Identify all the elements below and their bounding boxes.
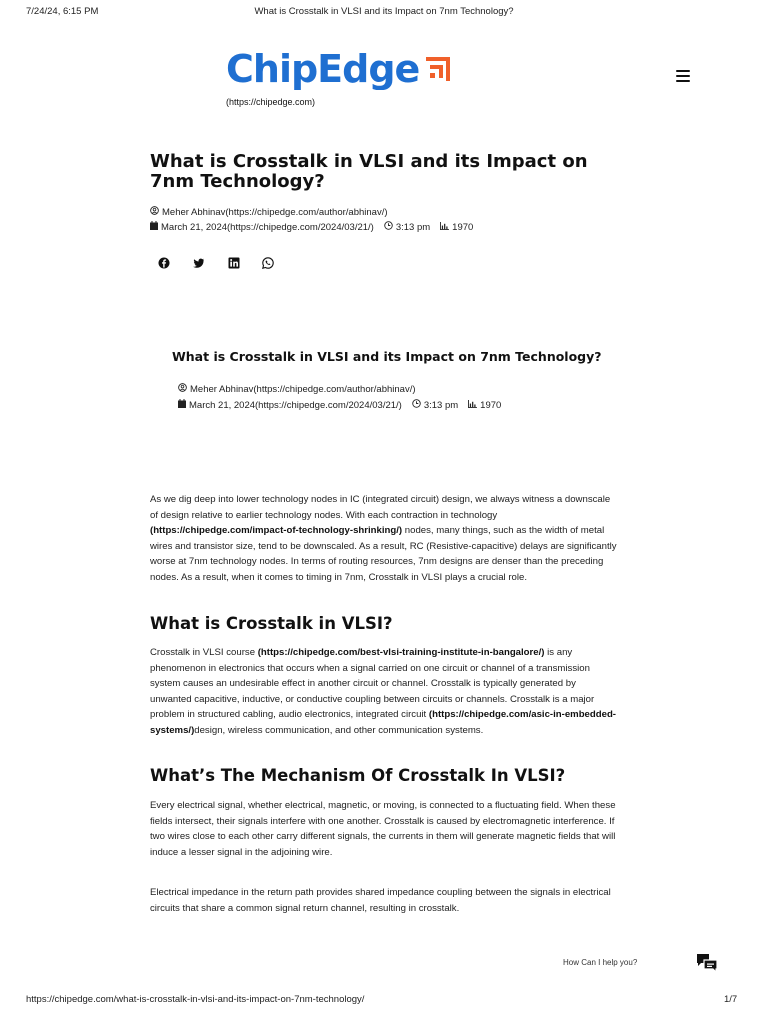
intro-paragraph: [150, 492, 620, 585]
date-link[interactable]: March 21, 2024(https://chipedge.com/2024/03/21/): [189, 400, 402, 411]
vlsi-course-link[interactable]: (https://chipedge.com/best-vlsi-training-institute-in-bangalore/): [257, 647, 545, 658]
intro-text: As we dig deep into lower technology nodes in IC (integrated circuit) design, we always witness a downscale of design relative to earlier technology nodes. With each contraction in technology: [150, 494, 611, 521]
print-title: What is Crosstalk in VLSI and its Impact on 7nm Technology?: [254, 6, 514, 17]
date-link[interactable]: March 21, 2024(https://chipedge.com/2024/03/21/): [161, 222, 374, 233]
section-paragraph: Every electrical signal, whether electrical, magnetic, or moving, is connected to a fluctuating field. When these fields intersect, their signals interfere with one another. Crosstalk is caused by electromagnetic interference. If two wires close to each other carry different signals, the currents in them will generate magnetic fields that will induce a lesser signal in the adjoining wire.: [150, 800, 616, 858]
clock-icon: [412, 399, 421, 411]
section-paragraph: [150, 645, 620, 738]
site-logo[interactable]: [226, 48, 456, 90]
linkedin-icon[interactable]: [228, 256, 240, 268]
body-text: is any phenomenon in electronics that occurs when a signal carried on one circuit or channel of a transmission system causes an undesirable effect in another circuit or channel. Crosstalk is typically generated by unwanted capacitive, inductive, or conductive coupling between circuits or channels. Crosstalk is a major problem in structured cabling, audio electronics, integrated circuit: [150, 647, 595, 720]
body-text: design, wireless communication, and other communication systems.: [194, 724, 484, 736]
post-subtitle: What is Crosstalk in VLSI and its Impact on 7nm Technology?: [172, 349, 602, 364]
clock-icon: [384, 221, 393, 233]
intro-text: nodes, many things, such as the width of metal wires and transistor size, tend to be downscaled. As a result, RC (Resistive-capacitive) delays are significantly worse at 7nm technology nodes. In terms of routing resources, 7nm designs are denser than the preceding nodes. As a result, when it comes to timing in 7nm, Crosstalk in VLSI plays a crucial role.: [150, 525, 617, 583]
menu-icon[interactable]: [676, 70, 690, 82]
author-link[interactable]: Meher Abhinav(https://chipedge.com/author/abhinav/): [162, 207, 388, 218]
print-header: [0, 6, 768, 20]
page-url: https://chipedge.com/what-is-crosstalk-in-vlsi-and-its-impact-on-7nm-technology/: [26, 994, 365, 1005]
view-count: 1970: [480, 400, 502, 411]
author-line-2: [178, 383, 416, 395]
chat-icon[interactable]: [696, 953, 718, 973]
calendar-icon: [150, 221, 158, 233]
calendar-icon: [178, 399, 186, 411]
technology-shrinking-link[interactable]: (https://chipedge.com/impact-of-technology-shrinking/): [150, 525, 403, 536]
home-link[interactable]: (https://chipedge.com): [226, 97, 316, 107]
chart-icon: [468, 400, 477, 411]
section-heading: What is Crosstalk in VLSI?: [150, 614, 393, 633]
post-time: 3:13 pm: [395, 222, 431, 233]
user-icon: [178, 383, 187, 395]
facebook-icon[interactable]: [158, 256, 170, 268]
print-date: 7/24/24, 6:15 PM: [26, 6, 99, 17]
twitter-icon[interactable]: [193, 256, 205, 268]
section-paragraph: Electrical impedance in the return path provides shared impedance coupling between the signals in electrical circuits that share a common signal return channel, resulting in crosstalk.: [150, 887, 611, 914]
user-icon: [150, 206, 159, 218]
body-text: Crosstalk in VLSI course: [150, 647, 258, 658]
page-title: What is Crosstalk in VLSI and its Impact on 7nm Technology?: [150, 151, 588, 192]
logo-text: ChipEdge: [226, 48, 420, 90]
whatsapp-icon[interactable]: [262, 256, 274, 268]
date-line: [150, 221, 473, 233]
chat-prompt[interactable]: How Can I help you?: [563, 958, 638, 967]
view-count: 1970: [452, 222, 474, 233]
asic-embedded-link[interactable]: (https://chipedge.com/asic-in-embedded-systems/): [150, 709, 617, 736]
chart-icon: [440, 222, 449, 233]
page-number: 1/7: [724, 994, 738, 1005]
logo-mark-icon: [426, 57, 450, 81]
author-line: [150, 206, 388, 218]
section-heading: What’s The Mechanism Of Crosstalk In VLSI?: [150, 766, 566, 785]
date-line-2: [178, 399, 501, 411]
post-time: 3:13 pm: [423, 400, 459, 411]
author-link[interactable]: Meher Abhinav(https://chipedge.com/author/abhinav/): [190, 384, 416, 395]
